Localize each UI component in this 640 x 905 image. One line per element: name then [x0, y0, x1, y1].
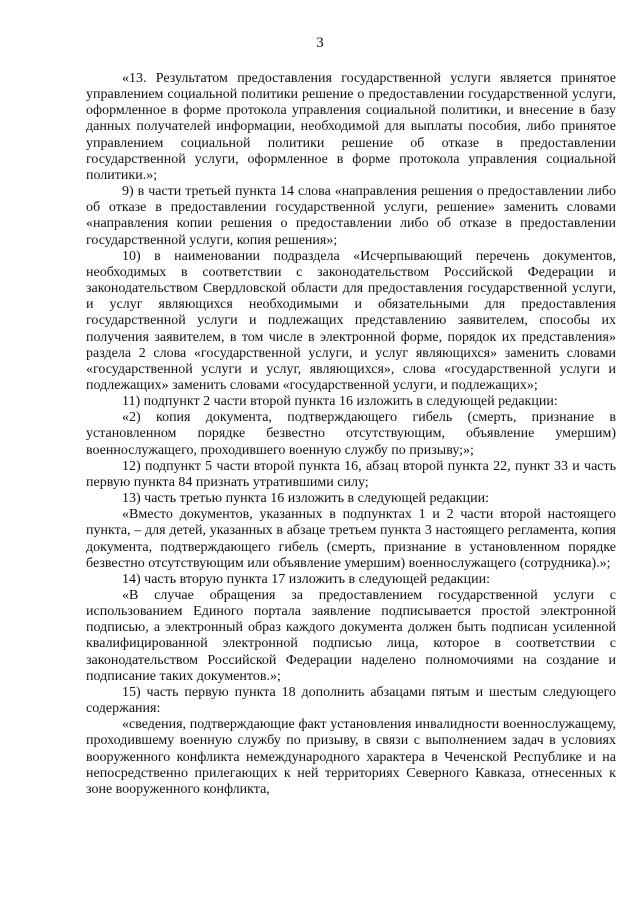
page-number: 3	[316, 35, 324, 51]
paragraph-item-14: 14) часть вторую пункта 17 изложить в следующей редакции:	[122, 571, 490, 587]
paragraph-13-result: «13. Результатом предоставления государственной услуги является принятое управлением социальной политики решение о предоставлении государственной услуги, оформленное в форме протокола управления социальной политики, и внесение в базу данных получателей информации, необходимой для выплаты пособия, либо принятое управлением социальной политики решение об отказе в предоставлении государственной услуги, оформленное в форме протокола управления социальной политики.»;	[86, 71, 616, 183]
paragraph-item-15: 15) часть первую пункта 18 дополнить абзацами пятым и шестым следующего содержания:	[86, 684, 616, 717]
paragraph-item-12: 12) подпункт 5 части второй пункта 16, абзац второй пункта 22, пункт 33 и часть первую пункта 84 признать утратившими силу;	[86, 458, 616, 490]
paragraph-item-11: 11) подпункт 2 части второй пункта 16 изложить в следующей редакции:	[122, 394, 558, 410]
paragraph-item-13: 13) часть третью пункта 16 изложить в следующей редакции:	[122, 491, 489, 507]
paragraph-item-15-text: «сведения, подтверждающие факт установления инвалидности военнослужащему, проходившему военную службу по призыву, в связи с выполнением задач в условиях вооруженного конфликта немеждународного характера в Чеченской Республике и на непосредственно прилегающих к ней территориях Северного Кавказа, отнесенных к зоне вооруженного конфликта,	[86, 717, 616, 797]
paragraph-item-9: 9) в части третьей пункта 14 слова «направления решения о предоставлении либо об отказе в предоставлении государственной услуги, решение» заменить словами «направления копии решения о предоставлении либо об отказе в предоставлении государственной услуги, копия решения»;	[86, 184, 616, 248]
paragraph-item-10: 10) в наименовании подраздела «Исчерпывающий перечень документов, необходимых в соответствии с законодательством Российской Федерации и законодательством Свердловской области для предоставления государственной услуги, и услуг являющихся необходимыми и обязательными для предоставления государственной услуги и подлежащих представлению заявителем, способы их получения заявителем, в том числе в электронной форме, порядок их представления» раздела 2 слова «государственной услуги, и услуг являющихся» заменить словами «государственной услуги и услуг, являющихся», слова «государственной услуги и подлежащих» заменить словами «государственной услуги, и подлежащих»;	[86, 248, 616, 393]
document-body	[86, 71, 616, 798]
paragraph-item-13-text: «Вместо документов, указанных в подпунктах 1 и 2 части второй настоящего пункта, – для детей, указанных в абзаце третьем пункта 3 настоящего регламента, копия документа, подтверждающего гибель (смерть, признание в установленном порядке безвестно отсутствующим или объявление умершим) военнослужащего (сотрудника).»;	[86, 507, 616, 571]
paragraph-item-11-text: «2) копия документа, подтверждающего гибель (смерть, признание в установленном порядке безвестно отсутствующим, объявление умершим) военнослужащего, проходившего военную службу по призыву;»;	[86, 410, 616, 458]
paragraph-item-14-text: «В случае обращения за предоставлением государственной услуги с использованием Единого портала заявление подписывается простой электронной подписью, а электронный образ каждого документа должен быть подписан усиленной квалифицированной электронной подписью лица, которое в соответствии с законодательством Российской Федерации наделено полномочиями на создание и подписание таких документов.»;	[86, 588, 616, 684]
